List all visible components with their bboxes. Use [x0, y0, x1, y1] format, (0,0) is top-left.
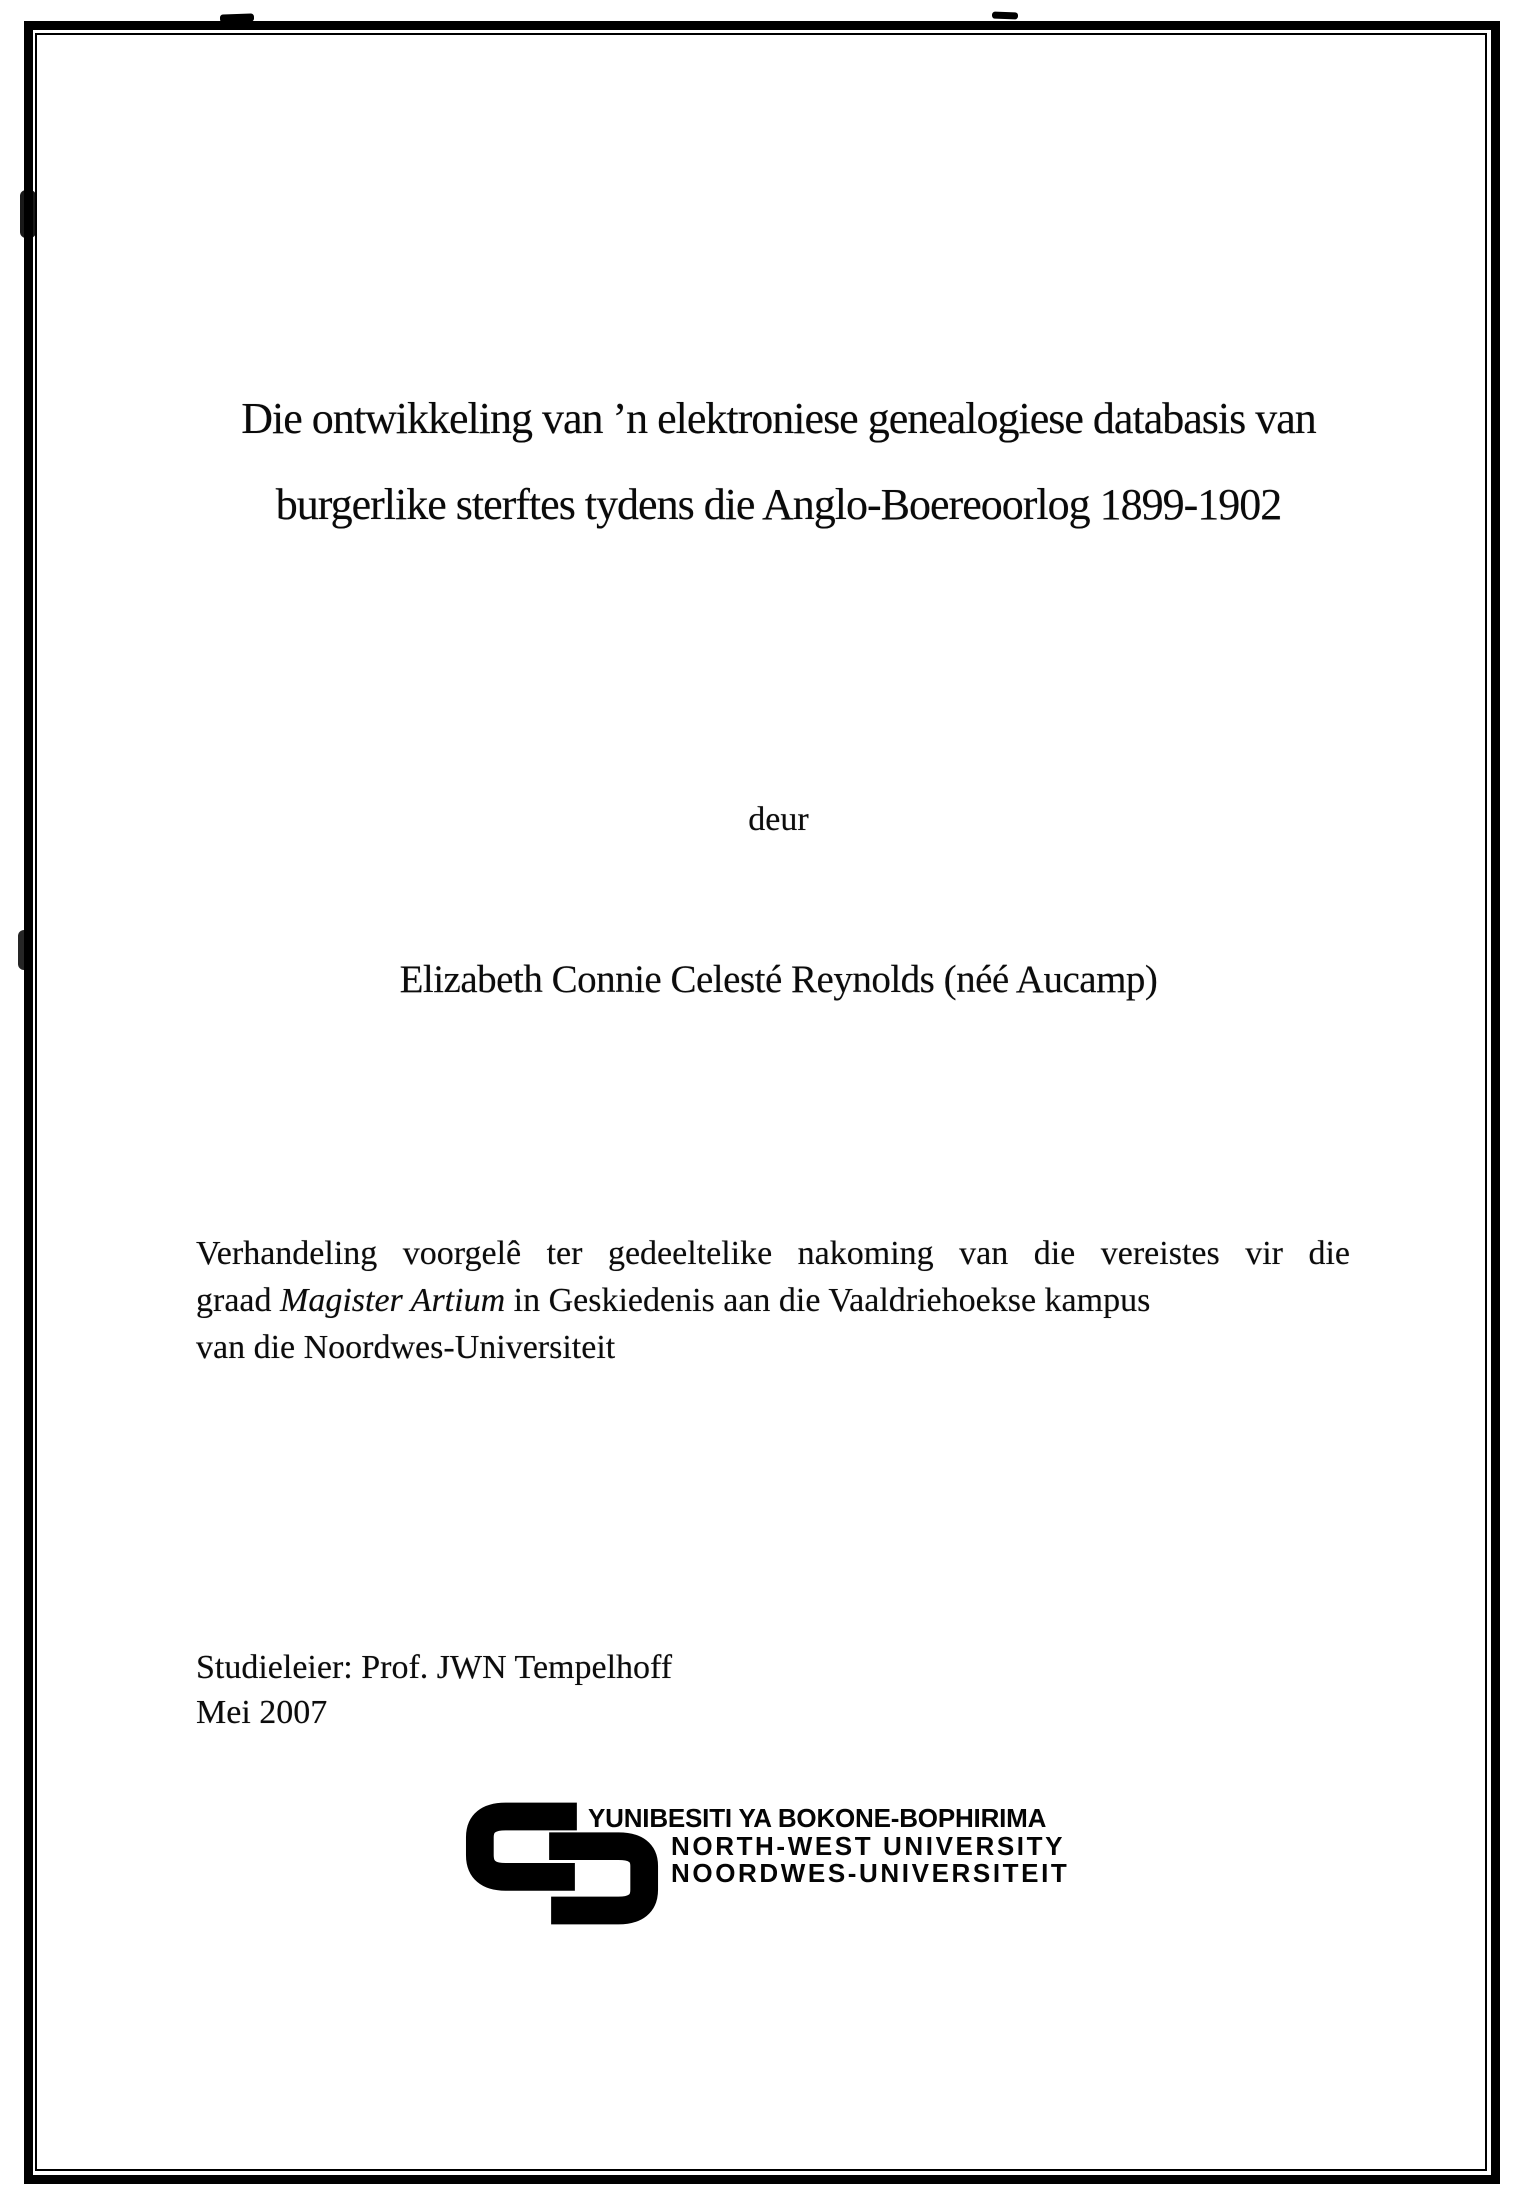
supervisor-line: Studieleier: Prof. JWN Tempelhoff — [196, 1649, 673, 1686]
thesis-title — [30, 376, 1527, 548]
supervisor-block — [196, 1645, 672, 1735]
date-line: Mei 2007 — [196, 1694, 328, 1731]
nwu-logo-text-line-3: NOORDWES-UNIVERSITEIT — [671, 1858, 1070, 1889]
degree-statement-line-2 — [196, 1277, 1350, 1324]
scan-artifact — [992, 12, 1018, 20]
thesis-title-line-2: burgerlike sterftes tydens die Anglo-Boereoorlog 1899-1902 — [275, 480, 1282, 529]
scan-artifact — [20, 190, 36, 238]
nwu-logo-text — [588, 1805, 1069, 1888]
nwu-logo-text-line-2: NORTH-WEST UNIVERSITY — [671, 1830, 1066, 1861]
magister-artium-italic: Magister Artium — [280, 1282, 506, 1319]
degree-statement-line-2-post: in Geskiedenis aan die Vaaldriehoekse kampus — [505, 1282, 1151, 1319]
byline-deur: deur — [748, 801, 809, 838]
degree-statement-line-3: van die Noordwes-Universiteit — [196, 1329, 616, 1366]
degree-statement-line-1: Verhandeling voorgelê ter gedeeltelike nakoming van die vereistes vir die — [196, 1235, 1350, 1272]
author-name: Elizabeth Connie Celesté Reynolds (néé Aucamp) — [399, 958, 1158, 1001]
thesis-title-line-1: Die ontwikkeling van ’n elektroniese genealogiese databasis van — [241, 394, 1316, 443]
degree-statement — [196, 1230, 1350, 1371]
scan-artifact — [220, 13, 254, 22]
degree-statement-line-2-pre: graad — [196, 1282, 281, 1319]
nwu-logo-text-line-1: YUNIBESITI YA BOKONE-BOPHIRIMA — [588, 1803, 1047, 1833]
